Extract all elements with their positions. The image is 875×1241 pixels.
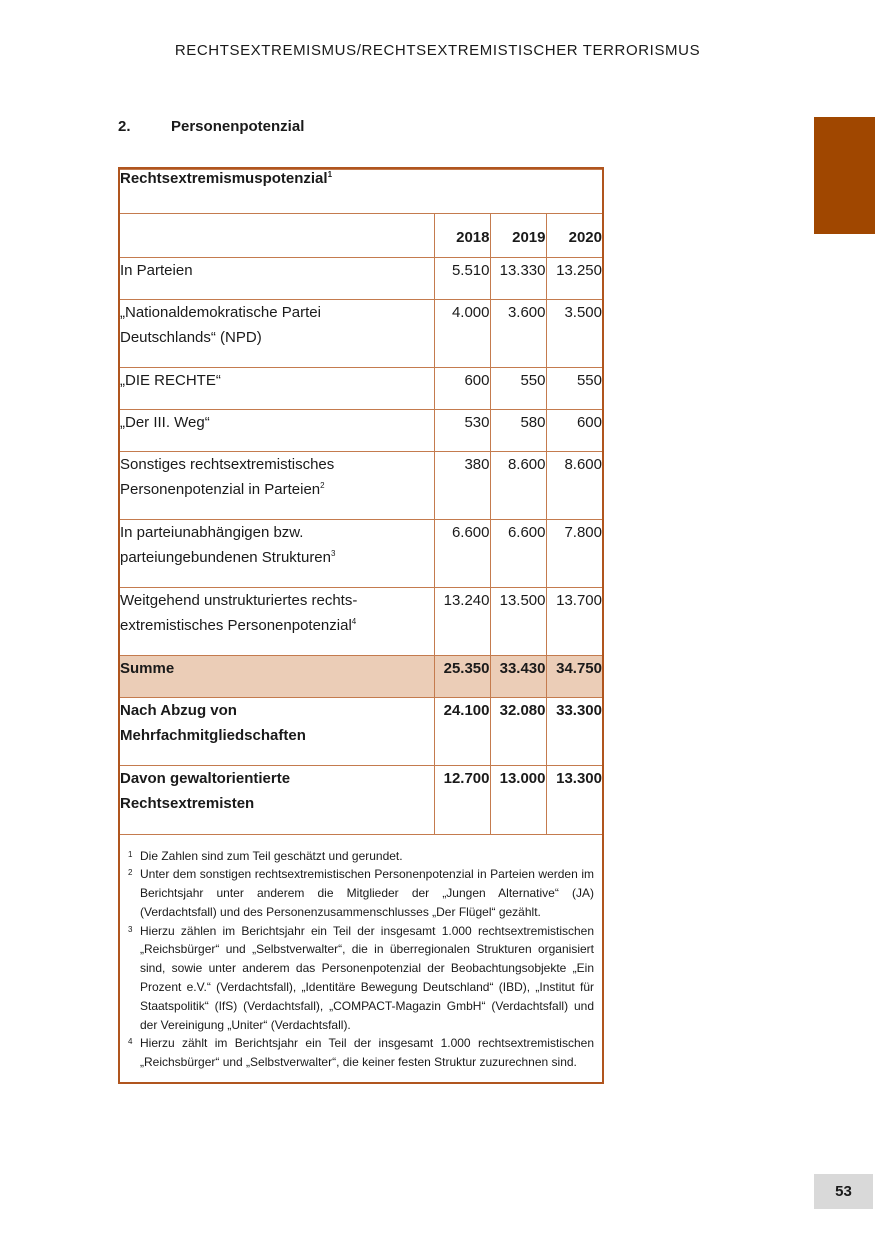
footnote-mark: 2 [128, 868, 133, 878]
row-value: 32.080 [490, 698, 546, 766]
footnote-ref: 4 [351, 617, 357, 626]
table-footnotes [120, 834, 602, 1083]
row-value: 34.750 [546, 656, 602, 698]
row-value: 6.600 [490, 520, 546, 588]
year-header: 2018 [434, 214, 490, 258]
row-value: 5.510 [434, 258, 490, 300]
table-row [120, 368, 602, 410]
row-value: 13.000 [490, 766, 546, 834]
footnote-text: Unter dem sonstigen rechtsextremistischen Personenpotenzial in Parteien werden im Berichtsjahr unter anderem die Mitglieder der „Jungen Alternative“ (JA) (Verdachtsfall) und des Personenzusammenschlusses „Der Flügel“ gezählt. [140, 867, 594, 919]
row-label: Sonstiges rechtsextremistisches Personenpotenzial in Parteien$^2$ [120, 452, 434, 520]
footnote-text: Hierzu zählt im Berichtsjahr ein Teil der insgesamt 1.000 rechtsextremistischen „Reichsbürger“ und „Selbstverwalter“, die keiner festen Struktur zuzurechnen sind. [140, 1036, 594, 1070]
personenpotenzial-table [118, 167, 604, 1084]
table-row [120, 300, 602, 368]
row-value: 13.700 [546, 588, 602, 656]
table-row [120, 766, 602, 834]
footnote [128, 922, 594, 1035]
table-title: Rechtsextremismuspotenzial$^1$ [120, 170, 602, 214]
row-label: Davon gewaltorientierte Rechtsextremisten [120, 766, 434, 834]
row-value: 13.300 [546, 766, 602, 834]
footnote [128, 1034, 594, 1072]
row-value: 600 [546, 410, 602, 452]
year-header-spacer [120, 214, 434, 258]
row-label: Weitgehend unstrukturiertes rechts- extremistisches Personenpotenzial$^4$ [120, 588, 434, 656]
section-number: 2. [118, 118, 131, 135]
row-label: „DIE RECHTE“ [120, 368, 434, 410]
sum-row [120, 656, 602, 698]
row-value: 550 [490, 368, 546, 410]
year-header: 2019 [490, 214, 546, 258]
table-row [120, 258, 602, 300]
row-label: „Der III. Weg“ [120, 410, 434, 452]
footnote-text: Die Zahlen sind zum Teil geschätzt und gerundet. [140, 848, 403, 863]
row-value: 4.000 [434, 300, 490, 368]
row-value: 33.300 [546, 698, 602, 766]
row-value: 8.600 [490, 452, 546, 520]
table-row [120, 588, 602, 656]
row-label: Summe [120, 656, 434, 698]
page-number: 53 [814, 1174, 873, 1209]
row-value: 3.500 [546, 300, 602, 368]
footnote [128, 865, 594, 921]
table-row [120, 698, 602, 766]
footnote-text: Hierzu zählen im Berichtsjahr ein Teil der insgesamt 1.000 rechtsextremistischen „Reichsbürger“ und „Selbstverwalter“, die in überregionalen Strukturen organisiert sind, sowie unter anderem das Personenpotenzial der Beobachtungsobjekte „Ein Prozent e.V.“ (Verdachtsfall), „Identitäre Bewegung Deutschland“ (IBD), „Institut für Staatspolitik“ (IfS) (Verdachtsfall), „COMPACT-Magazin GmbH“ (Verdachtsfall) und der Vereinigung „Uniter“ (Verdachtsfall). [140, 923, 594, 1032]
table-row [120, 452, 602, 520]
row-value: 3.600 [490, 300, 546, 368]
row-value: 13.240 [434, 588, 490, 656]
footnote-mark: 1 [128, 849, 133, 859]
row-value: 580 [490, 410, 546, 452]
row-label: In Parteien [120, 258, 434, 300]
row-label: Nach Abzug von Mehrfachmitgliedschaften [120, 698, 434, 766]
running-header: RECHTSEXTREMISMUS/RECHTSEXTREMISTISCHER TERRORISMUS [174, 42, 701, 59]
row-value: 380 [434, 452, 490, 520]
row-value: 33.430 [490, 656, 546, 698]
year-header: 2020 [546, 214, 602, 258]
row-value: 24.100 [434, 698, 490, 766]
row-value: 550 [546, 368, 602, 410]
row-label: In parteiunabhängigen bzw. parteiungebundenen Strukturen$^3$ [120, 520, 434, 588]
year-header-row [120, 214, 602, 258]
row-value: 13.500 [490, 588, 546, 656]
footnote-ref: 1 [327, 170, 333, 179]
row-value: 12.700 [434, 766, 490, 834]
row-value: 600 [434, 368, 490, 410]
row-value: 6.600 [434, 520, 490, 588]
row-value: 25.350 [434, 656, 490, 698]
section-title: Personenpotenzial [171, 118, 305, 135]
footnote [128, 847, 594, 866]
section-heading [118, 118, 304, 135]
row-value: 13.250 [546, 258, 602, 300]
footnote-ref: 3 [331, 549, 336, 558]
row-value: 13.330 [490, 258, 546, 300]
row-value: 530 [434, 410, 490, 452]
chapter-tab [814, 117, 875, 234]
footnote-mark: 4 [128, 1037, 133, 1047]
row-value: 8.600 [546, 452, 602, 520]
footnote-mark: 3 [128, 924, 133, 934]
table-row [120, 410, 602, 452]
table-row [120, 520, 602, 588]
footnote-ref: 2 [320, 481, 325, 490]
row-label: „Nationaldemokratische Partei Deutschlands“ (NPD) [120, 300, 434, 368]
row-value: 7.800 [546, 520, 602, 588]
